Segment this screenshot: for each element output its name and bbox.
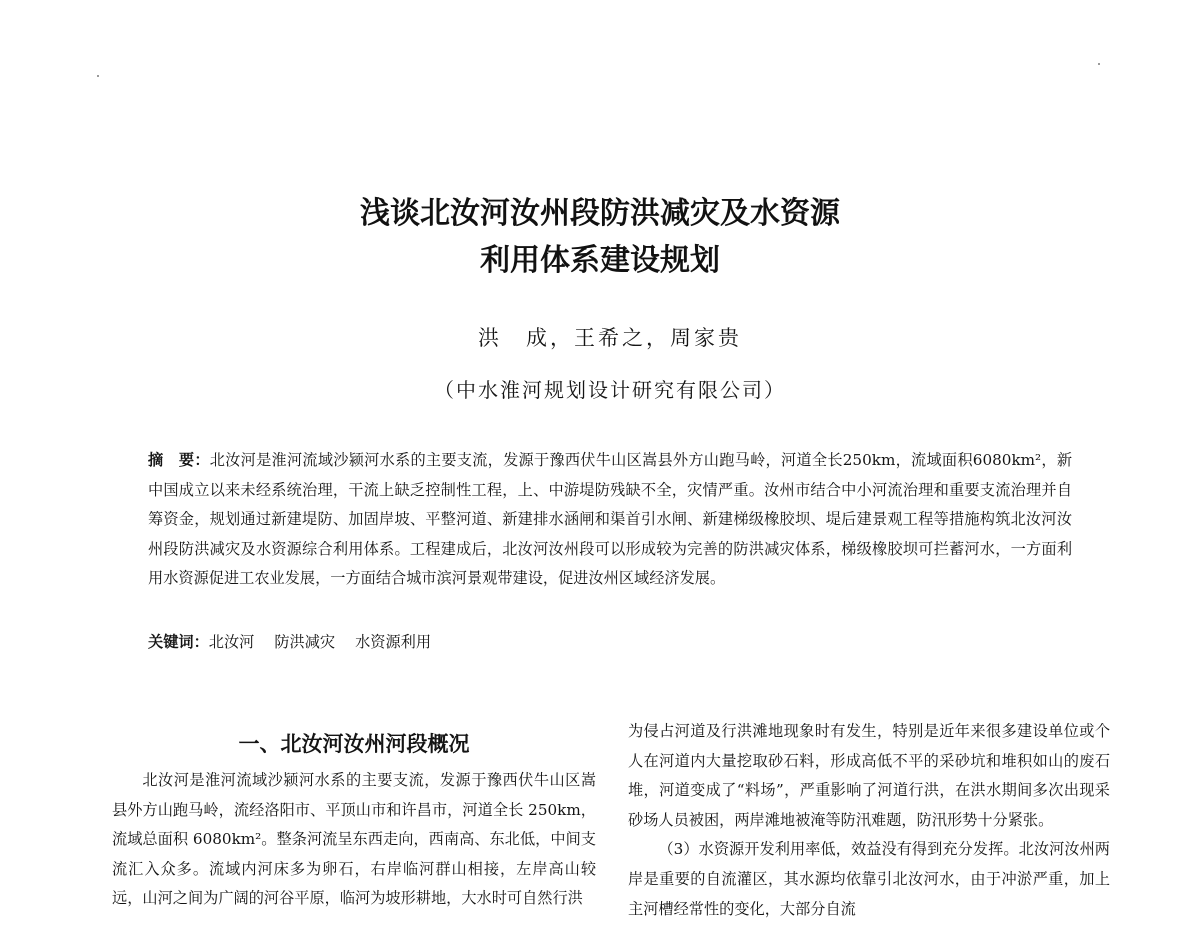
keyword: 水资源利用 bbox=[355, 633, 431, 651]
scan-speck bbox=[97, 75, 99, 77]
keyword: 防洪减灾 bbox=[274, 633, 336, 651]
affiliation: （中水淮河规划设计研究有限公司） bbox=[434, 378, 786, 402]
keyword: 北汝河 bbox=[208, 633, 255, 651]
author-list: 洪 成，王希之，周家贵 bbox=[478, 326, 742, 350]
paragraph: 为侵占河道及行洪滩地现象时有发生，特别是近年来很多建设单位或个人在河道内大量挖取砂石料，形成高低不平的采砂坑和堆积如山的废石堆，河道变成了“料场”，严重影响了河道行洪，在洪水期间多次出现采砂场人员被困，两岸滩地被淹等防汛难题，防汛形势十分紧张。 bbox=[628, 722, 1110, 829]
right-column bbox=[628, 717, 1110, 924]
keywords bbox=[148, 628, 451, 658]
scan-speck bbox=[1098, 63, 1100, 65]
abstract bbox=[148, 446, 1072, 594]
keywords-label: 关键词： bbox=[148, 633, 209, 651]
section-heading: 一、北汝河汝州河段概况 bbox=[238, 732, 470, 756]
paragraph: （3）水资源开发利用率低，效益没有得到充分发挥。北汝河汝州两岸是重要的自流灌区，其水源均依靠引北汝河水，由于冲淤严重，加上主河槽经常性的变化，大部分自流 bbox=[628, 840, 1110, 918]
title-line-1: 浅谈北汝河汝州段防洪减灾及水资源 bbox=[360, 196, 840, 231]
paragraph: 北汝河是淮河流域沙颍河水系的主要支流，发源于豫西伏牛山区嵩县外方山跑马岭，流经洛阳市、平顶山市和许昌市，河道全长 250km，流域总面积 6080km²。整条河流呈东西走向，西南高、东北低，中间支流汇入众多。流域内河床多为卵石，右岸临河群山相接，左岸高山较远，山河之间为广阔的河谷平原，临河为坡形耕地，大水时可自然行洪 bbox=[112, 771, 596, 908]
paper-title bbox=[0, 190, 1200, 284]
title-line-2: 利用体系建设规划 bbox=[480, 243, 720, 278]
abstract-label: 摘 要： bbox=[148, 451, 210, 469]
abstract-text: 北汝河是淮河流域沙颍河水系的主要支流，发源于豫西伏牛山区嵩县外方山跑马岭，河道全长250km，流域面积6080km²，新中国成立以来未经系统治理，干流上缺乏控制性工程，上、中游堤防残缺不全，灾情严重。汝州市结合中小河流治理和重要支流治理并自筹资金，规划通过新建堤防、加固岸坡、平整河道、新建排水涵闸和渠首引水闸、新建梯级橡胶坝、堤后建景观工程等措施构筑北汝河汝州段防洪减灾及水资源综合利用体系。工程建成后，北汝河汝州段可以形成较为完善的防洪减灾体系，梯级橡胶坝可拦蓄河水，一方面利用水资源促进工农业发展，一方面结合城市滨河景观带建设，促进汝州区域经济发展。 bbox=[148, 451, 1073, 588]
left-column bbox=[112, 766, 596, 914]
